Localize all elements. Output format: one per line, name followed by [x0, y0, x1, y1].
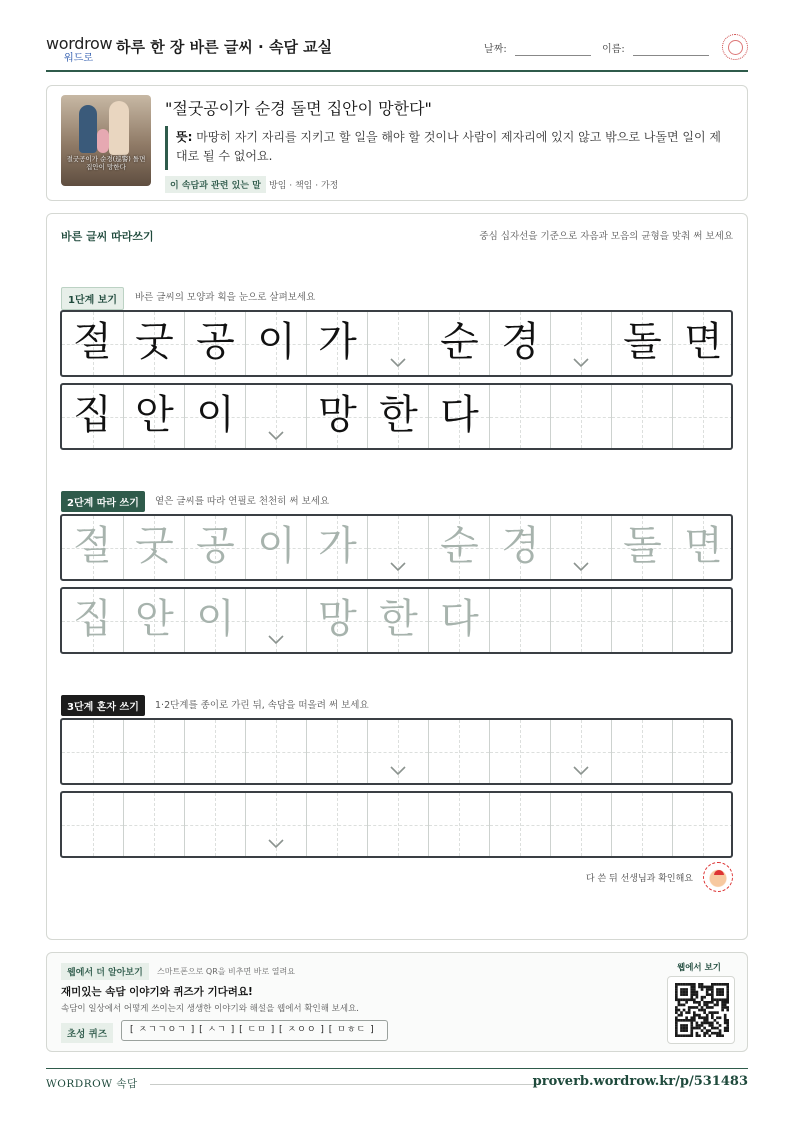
- grid-cell[interactable]: [550, 589, 611, 652]
- proverb-meaning: [176, 128, 724, 166]
- logo-text: wordrow: [46, 34, 113, 53]
- grid-cell[interactable]: [62, 516, 123, 579]
- name-field[interactable]: [602, 40, 709, 56]
- illustration-caption: 절굿공이가 순경(巡警) 돌면 집안이 망한다: [66, 155, 146, 172]
- grid-glyph: 절: [73, 523, 112, 569]
- space-mark-icon: [390, 358, 406, 368]
- grid-glyph: 순: [440, 319, 479, 365]
- space-mark-icon: [268, 839, 284, 849]
- grid-glyph: 다: [440, 596, 479, 642]
- grid-glyph: 한: [379, 392, 418, 438]
- date-blank[interactable]: [515, 44, 591, 56]
- grid-cell: [611, 312, 672, 375]
- proverb-title: "절굿공이가 순경 돌면 집안이 망한다": [165, 99, 432, 118]
- proverb-card: [46, 85, 748, 201]
- done-note: 다 쓴 뒤 선생님과 확인해요: [585, 874, 693, 884]
- grid-glyph: 경: [501, 319, 540, 365]
- web-more-tag: 웹에서 더 알아보기: [61, 963, 149, 980]
- grid-glyph: 안: [135, 392, 174, 438]
- grid-glyph: 한: [379, 596, 418, 642]
- meaning-text: 마땅히 자기 자리를 지키고 할 일을 해야 할 것이나 사람이 제자리에 있지 않고 밖으로 나돌면 일이 제대로 될 수 없어요.: [176, 130, 721, 163]
- space-mark-icon: [573, 766, 589, 776]
- chosung-quiz: [ ㅈㄱㄱㅇㄱ ] [ ㅅㄱ ] [ ㄷㅁ ] [ ㅈㅇㅇ ] [ ㅁㅎㄷ ]: [121, 1020, 388, 1041]
- grid-cell[interactable]: [306, 589, 367, 652]
- web-description: 속담이 일상에서 어떻게 쓰이는지 생생한 이야기와 해설을 웹에서 확인해 보세요.: [61, 1004, 359, 1014]
- grid-glyph: 경: [501, 523, 540, 569]
- grid-cell[interactable]: [611, 589, 672, 652]
- grid-cell[interactable]: [428, 720, 489, 783]
- grid-cell: [428, 385, 489, 448]
- grid-cell[interactable]: [306, 516, 367, 579]
- footer-divider: [46, 1068, 748, 1069]
- step3-row-1[interactable]: [60, 718, 733, 785]
- practice-hint: 중심 십자선을 기준으로 자음과 모음의 균형을 맞춰 써 보세요: [479, 231, 733, 242]
- grid-cell[interactable]: [428, 589, 489, 652]
- grid-cell[interactable]: [367, 516, 428, 579]
- qr-code-icon: [675, 983, 729, 1037]
- grid-cell[interactable]: [672, 720, 733, 783]
- web-info-card: [46, 952, 748, 1052]
- grid-glyph: 망: [318, 392, 357, 438]
- check-seal-icon: [722, 34, 748, 60]
- grid-glyph: 돌: [623, 523, 662, 569]
- grid-cell[interactable]: [62, 720, 123, 783]
- grid-glyph: 안: [135, 596, 174, 642]
- grid-cell[interactable]: [550, 793, 611, 856]
- space-mark-icon: [573, 358, 589, 368]
- step2-tag: 2단계 따라 쓰기: [61, 491, 145, 512]
- grid-cell[interactable]: [184, 720, 245, 783]
- grid-cell: [184, 312, 245, 375]
- grid-cell[interactable]: [672, 516, 733, 579]
- grid-cell: [123, 312, 184, 375]
- web-more-desc: 스마트폰으로 QR을 비추면 바로 열려요: [157, 967, 295, 976]
- grid-cell[interactable]: [184, 516, 245, 579]
- grid-glyph: 절: [73, 319, 112, 365]
- grid-glyph: 이: [257, 319, 296, 365]
- grid-cell[interactable]: [550, 720, 611, 783]
- grid-cell[interactable]: [611, 516, 672, 579]
- grid-glyph: 다: [440, 392, 479, 438]
- grid-cell: [123, 385, 184, 448]
- grid-cell[interactable]: [62, 793, 123, 856]
- grid-glyph: 공: [196, 319, 235, 365]
- mother-figure-icon: [109, 101, 129, 155]
- grid-glyph: 굿: [135, 523, 174, 569]
- space-mark-icon: [390, 766, 406, 776]
- grid-cell[interactable]: [245, 516, 306, 579]
- grid-cell[interactable]: [428, 516, 489, 579]
- grid-cell: [489, 312, 550, 375]
- grid-glyph: 가: [318, 319, 357, 365]
- qr-code[interactable]: [667, 976, 735, 1044]
- name-blank[interactable]: [633, 44, 709, 56]
- footer-url[interactable]: proverb.wordrow.kr/p/531483: [532, 1074, 748, 1089]
- step2-row-1[interactable]: [60, 514, 733, 581]
- space-mark-icon: [573, 562, 589, 572]
- grid-glyph: 이: [257, 523, 296, 569]
- step2-desc: 옅은 글씨를 따라 연필로 천천히 써 보세요: [155, 496, 330, 507]
- grid-glyph: 공: [196, 523, 235, 569]
- step1-desc: 바른 글씨의 모양과 획을 눈으로 살펴보세요: [135, 292, 316, 303]
- grid-cell: [245, 385, 306, 448]
- page-header: [46, 30, 748, 72]
- grid-cell[interactable]: [489, 516, 550, 579]
- step2-row-2[interactable]: [60, 587, 733, 654]
- page-title: 하루 한 장 바른 글씨 · 속담 교실: [116, 38, 333, 56]
- name-label: 이름:: [602, 44, 625, 55]
- grid-cell: [367, 312, 428, 375]
- grid-cell: [611, 385, 672, 448]
- grid-glyph: 이: [196, 596, 235, 642]
- grid-cell: [306, 385, 367, 448]
- practice-title: 바른 글씨 따라쓰기: [61, 230, 154, 243]
- father-figure-icon: [79, 105, 97, 153]
- date-field[interactable]: [484, 40, 591, 56]
- grid-cell: [367, 385, 428, 448]
- qr-label: 웹에서 보기: [677, 963, 722, 973]
- grid-cell: [550, 385, 611, 448]
- grid-cell[interactable]: [245, 720, 306, 783]
- grid-cell: [245, 312, 306, 375]
- grid-cell: [428, 312, 489, 375]
- grid-glyph: 면: [684, 319, 723, 365]
- grid-glyph: 돌: [623, 319, 662, 365]
- grid-cell: [672, 385, 733, 448]
- web-headline: 재미있는 속담 이야기와 퀴즈가 기다려요!: [61, 986, 253, 998]
- grid-glyph: 가: [318, 523, 357, 569]
- grid-cell[interactable]: [611, 720, 672, 783]
- grid-cell[interactable]: [489, 589, 550, 652]
- step3-row-2[interactable]: [60, 791, 733, 858]
- grid-cell[interactable]: [550, 516, 611, 579]
- space-mark-icon: [390, 562, 406, 572]
- grid-cell[interactable]: [184, 793, 245, 856]
- step3-desc: 1·2단계를 종이로 가린 뒤, 속담을 떠올려 써 보세요: [155, 700, 369, 711]
- meaning-label: 뜻:: [176, 130, 193, 144]
- grid-glyph: 면: [684, 523, 723, 569]
- grid-cell[interactable]: [611, 793, 672, 856]
- step1-row-2: [60, 383, 733, 450]
- step1-tag: 1단계 보기: [61, 287, 124, 310]
- grid-cell[interactable]: [123, 516, 184, 579]
- date-label: 날짜:: [484, 44, 507, 55]
- grid-cell[interactable]: [123, 793, 184, 856]
- grid-cell: [184, 385, 245, 448]
- grid-cell[interactable]: [306, 720, 367, 783]
- grid-glyph: 이: [196, 392, 235, 438]
- step1-row-1: [60, 310, 733, 377]
- grid-glyph: 순: [440, 523, 479, 569]
- grid-cell: [306, 312, 367, 375]
- grid-glyph: 집: [73, 392, 112, 438]
- grid-cell[interactable]: [489, 720, 550, 783]
- grid-cell[interactable]: [428, 793, 489, 856]
- footer-brand: WORDROW 속담: [46, 1078, 138, 1090]
- quiz-label: 초성 퀴즈: [61, 1023, 113, 1043]
- grid-cell: [550, 312, 611, 375]
- grid-cell: [489, 385, 550, 448]
- space-mark-icon: [268, 635, 284, 645]
- related-words: 방임 · 책임 · 가정: [269, 181, 339, 191]
- grid-cell[interactable]: [672, 793, 733, 856]
- grid-cell[interactable]: [62, 589, 123, 652]
- logo-subtext: 워드로: [64, 53, 93, 64]
- grid-cell[interactable]: [123, 720, 184, 783]
- grid-cell[interactable]: [245, 793, 306, 856]
- grid-cell[interactable]: [367, 720, 428, 783]
- space-mark-icon: [268, 431, 284, 441]
- child-figure-icon: [97, 129, 109, 153]
- grid-cell[interactable]: [672, 589, 733, 652]
- grid-cell[interactable]: [306, 793, 367, 856]
- grid-cell[interactable]: [489, 793, 550, 856]
- grid-cell: [672, 312, 733, 375]
- grid-cell[interactable]: [123, 589, 184, 652]
- grid-cell[interactable]: [184, 589, 245, 652]
- related-words-tag: 이 속담과 관련 있는 말: [165, 176, 266, 193]
- grid-cell[interactable]: [367, 589, 428, 652]
- step3-tag: 3단계 혼자 쓰기: [61, 695, 145, 716]
- teacher-stamp-icon: [703, 862, 733, 892]
- grid-glyph: 망: [318, 596, 357, 642]
- grid-cell[interactable]: [367, 793, 428, 856]
- grid-cell: [62, 312, 123, 375]
- proverb-illustration: [61, 95, 151, 186]
- grid-glyph: 집: [73, 596, 112, 642]
- meaning-accent-bar: [165, 126, 168, 170]
- grid-cell[interactable]: [245, 589, 306, 652]
- grid-glyph: 굿: [135, 319, 174, 365]
- footer-rule: [150, 1084, 540, 1085]
- grid-cell: [62, 385, 123, 448]
